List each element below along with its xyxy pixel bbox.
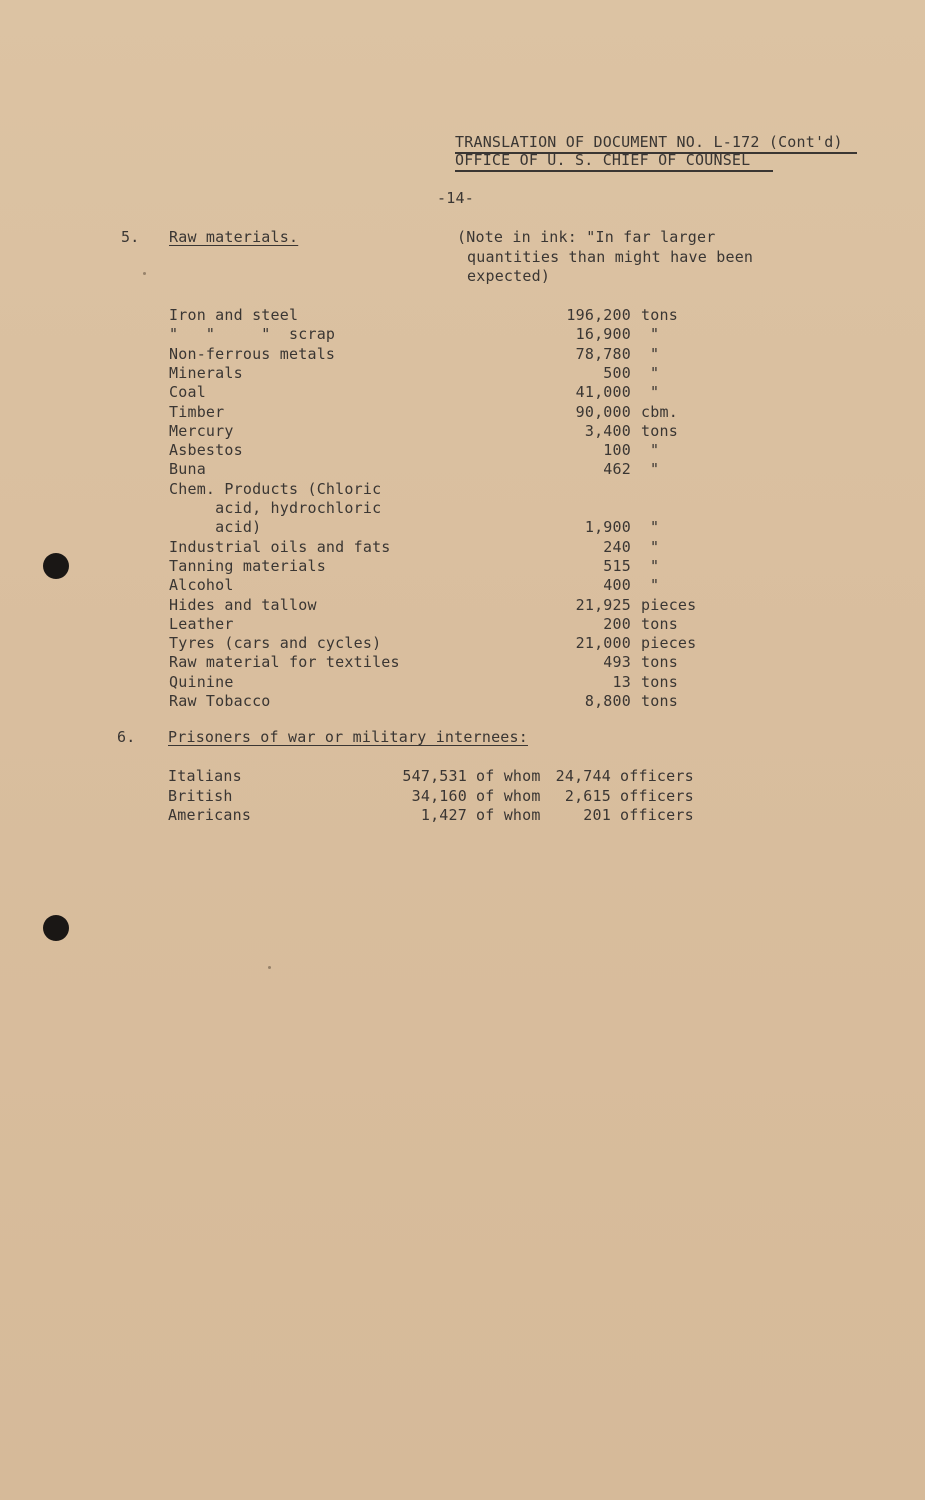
officer-label: officers <box>620 787 694 805</box>
material-label: Tanning materials <box>169 557 326 575</box>
material-label: Industrial oils and fats <box>169 538 391 556</box>
material-label: Leather <box>169 615 234 633</box>
section-5-title: Raw materials. <box>169 228 299 246</box>
material-quantity: 41,000 <box>575 383 631 401</box>
of-whom-text: of whom <box>476 767 541 785</box>
material-unit: " <box>650 557 660 575</box>
officer-count: 201 <box>583 806 611 824</box>
material-unit: tons <box>641 673 678 691</box>
prisoner-nationality: British <box>168 787 233 805</box>
material-quantity: 1,900 <box>584 518 631 536</box>
material-quantity: 200 <box>603 615 631 633</box>
officer-label: officers <box>620 767 694 785</box>
material-label: Non-ferrous metals <box>169 345 336 363</box>
material-unit: " <box>650 518 660 536</box>
punch-hole-lower <box>43 915 69 941</box>
section-5-number: 5. <box>121 228 140 246</box>
material-unit: " <box>650 345 660 363</box>
ink-note-line-2: quantities than might have been <box>467 248 754 266</box>
material-quantity: 500 <box>603 364 631 382</box>
section-6-title: Prisoners of war or military internees: <box>168 728 528 746</box>
material-label: Mercury <box>169 422 234 440</box>
material-label: Hides and tallow <box>169 596 317 614</box>
material-unit: tons <box>641 306 678 324</box>
paper-speck <box>268 966 271 969</box>
material-unit: " <box>650 441 660 459</box>
material-quantity: 8,800 <box>584 692 631 710</box>
material-unit: " <box>650 538 660 556</box>
material-unit: " <box>650 325 660 343</box>
officer-count: 2,615 <box>564 787 611 805</box>
prisoner-nationality: Americans <box>168 806 252 824</box>
material-quantity: 3,400 <box>584 422 631 440</box>
material-quantity: 78,780 <box>575 345 631 363</box>
material-quantity: 493 <box>603 653 631 671</box>
material-label: Quinine <box>169 673 234 691</box>
prisoner-total: 34,160 <box>411 787 467 805</box>
material-unit: " <box>650 576 660 594</box>
material-quantity: 100 <box>603 441 631 459</box>
material-unit: tons <box>641 653 678 671</box>
material-unit: tons <box>641 692 678 710</box>
paper-speck <box>143 272 146 275</box>
material-quantity: 400 <box>603 576 631 594</box>
ink-note-line-1: (Note in ink: "In far larger <box>457 228 716 246</box>
document-title: TRANSLATION OF DOCUMENT NO. L-172 (Cont'd) <box>455 133 843 151</box>
material-quantity: 515 <box>603 557 631 575</box>
material-quantity: 21,925 <box>575 596 631 614</box>
material-unit: " <box>650 383 660 401</box>
material-unit: " <box>650 364 660 382</box>
punch-hole-upper <box>43 553 69 579</box>
of-whom-text: of whom <box>476 806 541 824</box>
page-number: -14- <box>437 189 474 207</box>
material-unit: pieces <box>641 634 697 652</box>
material-label: Chem. Products (Chloric <box>169 480 382 498</box>
prisoner-total: 547,531 <box>402 767 467 785</box>
material-unit: tons <box>641 615 678 633</box>
material-label: Coal <box>169 383 206 401</box>
document-office: OFFICE OF U. S. CHIEF OF COUNSEL <box>455 151 751 169</box>
ink-note-line-3: expected) <box>467 267 551 285</box>
material-quantity: 16,900 <box>575 325 631 343</box>
material-label: Buna <box>169 460 206 478</box>
material-label: Timber <box>169 403 225 421</box>
material-unit: pieces <box>641 596 697 614</box>
material-label: Tyres (cars and cycles) <box>169 634 382 652</box>
material-label: Raw Tobacco <box>169 692 271 710</box>
material-label: acid, hydrochloric <box>169 499 382 517</box>
prisoner-total: 1,427 <box>420 806 467 824</box>
material-label: Iron and steel <box>169 306 299 324</box>
material-label: Minerals <box>169 364 243 382</box>
material-label: Raw material for textiles <box>169 653 400 671</box>
material-label: Alcohol <box>169 576 234 594</box>
material-label: Asbestos <box>169 441 243 459</box>
of-whom-text: of whom <box>476 787 541 805</box>
header-underline-2 <box>455 170 773 172</box>
material-unit: cbm. <box>641 403 678 421</box>
material-label: acid) <box>169 518 262 536</box>
material-quantity: 90,000 <box>575 403 631 421</box>
officer-count: 24,744 <box>555 767 611 785</box>
material-quantity: 13 <box>612 673 631 691</box>
material-label: " " " scrap <box>169 325 336 343</box>
material-quantity: 21,000 <box>575 634 631 652</box>
prisoner-nationality: Italians <box>168 767 242 785</box>
officer-label: officers <box>620 806 694 824</box>
material-quantity: 462 <box>603 460 631 478</box>
material-quantity: 196,200 <box>566 306 631 324</box>
material-quantity: 240 <box>603 538 631 556</box>
section-6-number: 6. <box>117 728 136 746</box>
material-unit: " <box>650 460 660 478</box>
material-unit: tons <box>641 422 678 440</box>
